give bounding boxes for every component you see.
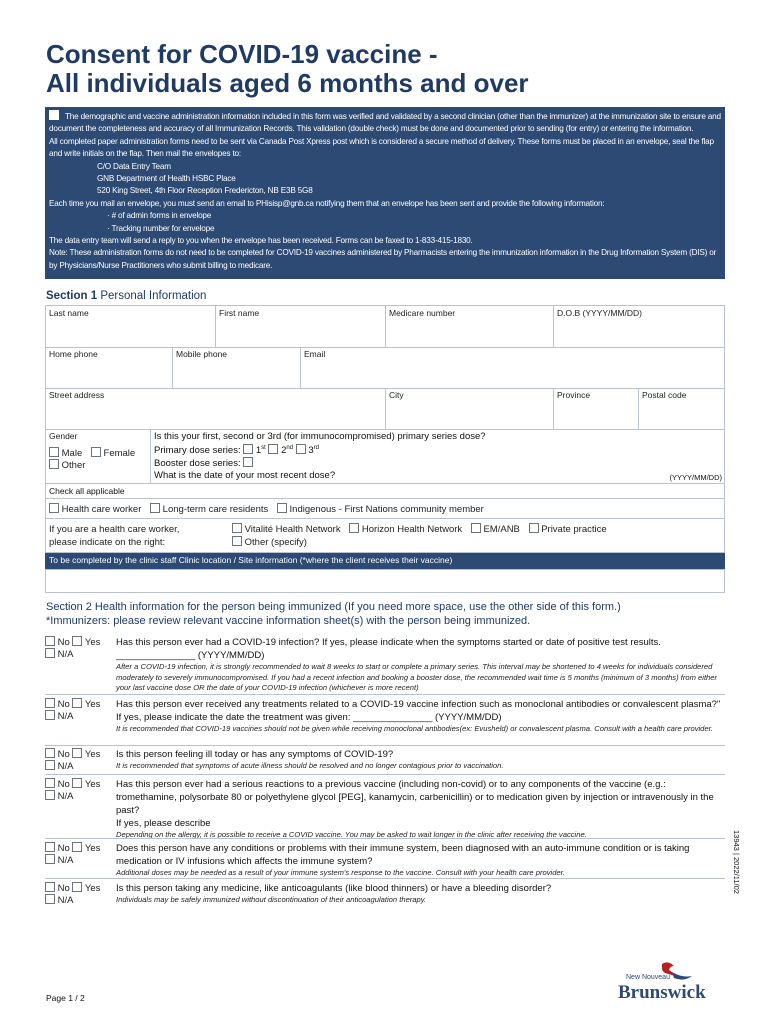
indigenous-label: Indigenous - First Nations community member	[289, 504, 484, 515]
verification-checkbox[interactable]	[49, 110, 59, 120]
question-body	[116, 842, 726, 879]
dose-1-label: 1	[255, 444, 262, 456]
dose-2-checkbox[interactable]	[268, 444, 278, 454]
row-divider	[46, 518, 724, 519]
title-line-2: All individuals aged 6 months and over	[46, 68, 529, 98]
no-label: No	[57, 779, 70, 790]
question-note: Depending on the allergy, it is possible to receive a COVID vaccine. You may be asked to wait longer in the clinic after receiving the vaccine.	[116, 830, 587, 839]
yes-checkbox[interactable]	[72, 882, 82, 892]
indigenous-checkbox[interactable]	[277, 503, 287, 513]
gender-label: Gender	[49, 431, 78, 441]
na-checkbox[interactable]	[45, 710, 55, 720]
section-1-number: Section 1	[46, 290, 98, 302]
no-label: No	[57, 843, 70, 854]
yes-label: Yes	[84, 883, 101, 894]
medicare-label: Medicare number	[389, 308, 456, 318]
dose-2-label: 2	[281, 444, 287, 456]
na-label: N/A	[57, 855, 74, 866]
na-checkbox[interactable]	[45, 790, 55, 800]
province-field[interactable]	[554, 388, 639, 429]
question-divider	[45, 745, 725, 746]
na-label: N/A	[57, 711, 74, 722]
answer-options	[45, 698, 113, 722]
info-paragraph-4: The data entry team will send a reply to you when the envelope has been received. Forms can be faxed to 1-833-415-1830.	[49, 236, 473, 246]
female-checkbox[interactable]	[91, 447, 101, 457]
question-divider	[45, 694, 725, 695]
section-1-name: Personal Information	[100, 290, 207, 302]
info-paragraph-5: Note: These administration forms do not need to be completed for COVID-19 vaccines administered by Pharmacists entering the immunization information in the Drug Information System (DIS) or by Physicians/Nurse Practitioners who submit billing to medicare.	[49, 248, 717, 270]
horizon-checkbox[interactable]	[349, 523, 359, 533]
answer-options	[45, 882, 113, 906]
series-question: Is this your first, second or 3rd (for immunocompromised) primary series dose?	[154, 431, 486, 442]
question-anticoagulants	[45, 882, 725, 910]
check-all-label: Check all applicable	[49, 486, 125, 496]
question-note: It is recommended that COVID-19 vaccines should not be given while receiving monoclonal antibodies(ex: Evusheld) or convalescent plasma. Consult with a health care provider.	[116, 724, 713, 733]
question-body	[116, 882, 726, 906]
question-note: Additional doses may be needed as a result of your immune system's response to the vaccine. Consult with your health care provider.	[116, 868, 566, 877]
hcw-label: Health care worker	[61, 504, 142, 515]
logo-bottom-text: Brunswick	[618, 982, 706, 1003]
yes-label: Yes	[84, 749, 101, 760]
home-phone-label: Home phone	[49, 349, 98, 359]
home-phone-field[interactable]	[46, 347, 173, 388]
horizon-label: Horizon Health Network	[361, 524, 463, 535]
postal-label: Postal code	[642, 390, 687, 400]
answer-options	[45, 778, 113, 802]
mobile-phone-field[interactable]	[173, 347, 301, 388]
answer-options	[45, 636, 113, 660]
row-divider	[46, 498, 724, 499]
yes-checkbox[interactable]	[72, 636, 82, 646]
gender-group	[46, 429, 151, 483]
street-label: Street address	[49, 390, 105, 400]
booster-checkbox[interactable]	[243, 457, 253, 467]
section-1-heading	[46, 290, 206, 302]
question-note: After a COVID-19 infection, it is strongly recommended to wait 8 weeks to start or complete a primary series. This interval may be shortened to 4 weeks for individuals considered moderately to severely immunocompromised. If you had a recent infection and booking a booster dose, the recommended wait time is 5 months (minimum of 3 months) from either your last vaccine dose OR the date of your COVID-19 infection (whichever is more recent)	[116, 662, 718, 693]
section-2-title: Section 2 Health information for the person being immunized (If you need more space, use the other side of this form.)	[46, 601, 621, 613]
na-checkbox[interactable]	[45, 648, 55, 658]
question-text: Has this person ever had a serious reactions to a previous vaccine (including non-covid) or to any components of the vaccine (e.g.: tromethamine, polysorbate 80 or polyethylene glycol [PEG], kanamycin, carbenicillin) or to medication given by injection or intravenously in the past?	[116, 779, 714, 816]
yes-checkbox[interactable]	[72, 748, 82, 758]
form-code: 13943 | 2022/11/02	[732, 830, 741, 894]
dose-1-checkbox[interactable]	[243, 444, 253, 454]
medicare-field[interactable]	[386, 306, 554, 347]
logo-top-text: New Nouveau	[626, 974, 670, 981]
question-covid-infection	[45, 636, 725, 694]
info-paragraph-3: Each time you mail an envelope, you must send an email to PHisisp@gnb.ca notifying them that an envelope has been sent and provide the following information:	[49, 198, 605, 208]
ltc-checkbox[interactable]	[150, 503, 160, 513]
na-label: N/A	[57, 895, 74, 906]
no-checkbox[interactable]	[45, 778, 55, 788]
question-body	[116, 778, 726, 841]
vitalite-checkbox[interactable]	[232, 523, 242, 533]
question-note: Individuals may be safely immunized without discontinuation of their anticoagulation therapy.	[116, 895, 427, 904]
private-practice-label: Private practice	[541, 524, 607, 535]
vitalite-label: Vitalité Health Network	[244, 524, 341, 535]
male-label: Male	[61, 448, 83, 459]
na-checkbox[interactable]	[45, 760, 55, 770]
question-covid-treatment	[45, 698, 725, 746]
dose-3-checkbox[interactable]	[296, 444, 306, 454]
province-label: Province	[557, 390, 591, 400]
na-checkbox[interactable]	[45, 894, 55, 904]
question-serious-reaction	[45, 778, 725, 838]
section-2-heading	[46, 600, 736, 628]
answer-options	[45, 842, 113, 866]
instructions-box	[45, 107, 725, 279]
yes-label: Yes	[84, 843, 101, 854]
na-checkbox[interactable]	[45, 854, 55, 864]
city-field[interactable]	[386, 388, 554, 429]
yes-checkbox[interactable]	[72, 778, 82, 788]
hcw-question-line-2: please indicate on the right:	[49, 536, 166, 548]
no-label: No	[57, 883, 70, 894]
question-divider	[45, 774, 725, 775]
question-date-line[interactable]: _______________ (YYYY/MM/DD)	[116, 650, 265, 661]
dose-3-label: 3	[308, 444, 314, 456]
no-checkbox[interactable]	[45, 882, 55, 892]
clinic-staff-bar: To be completed by the clinic staff Clinic location / Site information (*where the client receives their vaccine)	[45, 553, 725, 569]
question-text: Does this person have any conditions or problems with their immune system, been diagnosed with an auto-immune condition or is taking medication or IV infusions which affects the immune system?	[116, 843, 690, 867]
ltc-label: Long-term care residents	[162, 504, 269, 515]
question-body	[116, 748, 726, 772]
male-checkbox[interactable]	[49, 447, 59, 457]
title-line-1: Consent for COVID-19 vaccine -	[46, 39, 438, 69]
female-label: Female	[103, 448, 136, 459]
recent-dose-date-format[interactable]: (YYYY/MM/DD)	[669, 472, 722, 482]
emanb-checkbox[interactable]	[471, 523, 481, 533]
no-checkbox[interactable]	[45, 748, 55, 758]
last-name-field[interactable]	[46, 306, 216, 347]
email-field[interactable]	[301, 347, 724, 388]
no-checkbox[interactable]	[45, 842, 55, 852]
section-2-immunizer-note: *Immunizers: please review relevant vaccine information sheet(s) with the person being immunized.	[46, 615, 531, 627]
question-describe[interactable]: If yes, please describe	[116, 818, 211, 829]
other-label: Other	[61, 460, 86, 471]
hcw-question-line-1: If you are a health care worker,	[49, 524, 180, 535]
yes-label: Yes	[84, 637, 101, 648]
new-brunswick-logo	[616, 960, 728, 1006]
dose-1-suffix: st	[261, 444, 266, 451]
hcw-employer-options	[232, 523, 607, 549]
first-name-field[interactable]	[216, 306, 386, 347]
last-name-label: Last name	[49, 308, 89, 318]
no-label: No	[57, 637, 70, 648]
private-practice-checkbox[interactable]	[529, 523, 539, 533]
form-title	[46, 40, 726, 98]
na-label: N/A	[57, 649, 74, 660]
question-text: Is this person taking any medicine, like anticoagulants (like blood thinners) or have a bleeding disorder?	[116, 883, 552, 894]
info-bullet-2: · Tracking number for envelope	[107, 223, 215, 233]
dob-field[interactable]	[554, 306, 724, 347]
row-divider	[46, 483, 724, 484]
question-divider	[45, 878, 725, 879]
answer-options	[45, 748, 113, 772]
address-line-2: GNB Department of Health HSBC Place	[97, 174, 236, 184]
postal-code-field[interactable]	[639, 388, 724, 429]
clinic-location-field[interactable]	[45, 569, 725, 593]
population-options	[49, 503, 719, 515]
dose-2-suffix: nd	[286, 444, 294, 451]
dob-label: D.O.B (YYYY/MM/DD)	[557, 308, 643, 318]
personal-info-grid	[45, 305, 725, 553]
question-body	[116, 698, 726, 735]
info-paragraph-1: The demographic and vaccine administration information included in this form was verified and validated by a second clinician (other than the immunizer) at the immunization site to ensure and document the completeness and accuracy of all Immunization Records. This validation (double check) must be done and documented prior to sending (for entry) or entering the information.	[49, 112, 721, 134]
page-number: Page 1 / 2	[46, 993, 85, 1003]
question-feeling-ill	[45, 748, 725, 774]
question-divider	[45, 838, 725, 839]
info-bullet-1: · # of admin forms in envelope	[107, 211, 212, 221]
hcw-question	[49, 524, 179, 549]
question-immune-system	[45, 842, 725, 878]
no-checkbox[interactable]	[45, 698, 55, 708]
question-body	[116, 636, 726, 694]
hcw-checkbox[interactable]	[49, 503, 59, 513]
primary-dose-label: Primary dose series:	[154, 444, 241, 456]
street-address-field[interactable]	[46, 388, 386, 429]
yes-checkbox[interactable]	[72, 698, 82, 708]
no-label: No	[57, 749, 70, 760]
other-specify-label: Other (specify)	[244, 537, 307, 548]
yes-label: Yes	[84, 779, 101, 790]
dose-group	[154, 431, 724, 481]
booster-label: Booster dose series:	[154, 457, 241, 469]
address-line-3: 520 King Street, 4th Floor Reception Fredericton, NB E3B 5G8	[97, 186, 313, 196]
question-note: It is recommended that symptoms of acute illness should be resolved and no longer contagious prior to vaccination.	[116, 761, 504, 770]
emanb-label: EM/ANB	[483, 524, 520, 535]
question-text: Is this person feeling ill today or has any symptoms of COVID-19?	[116, 749, 394, 760]
na-label: N/A	[57, 791, 74, 802]
city-label: City	[389, 390, 404, 400]
yes-label: Yes	[84, 699, 101, 710]
info-paragraph-2: All completed paper administration forms need to be sent via Canada Post Xpress post which is considered a secure method of delivery. These forms must be placed in an envelope, seal the flap and write initials on the flap. Then mail the envelopes to:	[49, 136, 714, 159]
dose-3-suffix: rd	[313, 444, 320, 451]
question-text: Has this person ever had a COVID-19 infection? If yes, please indicate when the symptoms started or date of positive test results.	[116, 637, 661, 648]
other-gender-checkbox[interactable]	[49, 459, 59, 469]
yes-checkbox[interactable]	[72, 842, 82, 852]
recent-dose-question: What is the date of your most recent dose?	[154, 469, 336, 481]
other-specify-checkbox[interactable]	[232, 536, 242, 546]
email-label: Email	[304, 349, 326, 359]
first-name-label: First name	[219, 308, 260, 318]
na-label: N/A	[57, 761, 74, 772]
address-line-1: C/O Data Entry Team	[97, 161, 171, 171]
mobile-phone-label: Mobile phone	[176, 349, 228, 359]
question-text: Has this person ever received any treatments related to a COVID-19 vaccine infection such as monoclonal antibodies or convalescent plasma?" If yes, please indicate the date the treatment was given: _______________ (YYYY/MM/DD)	[116, 699, 721, 723]
no-label: No	[57, 699, 70, 710]
no-checkbox[interactable]	[45, 636, 55, 646]
